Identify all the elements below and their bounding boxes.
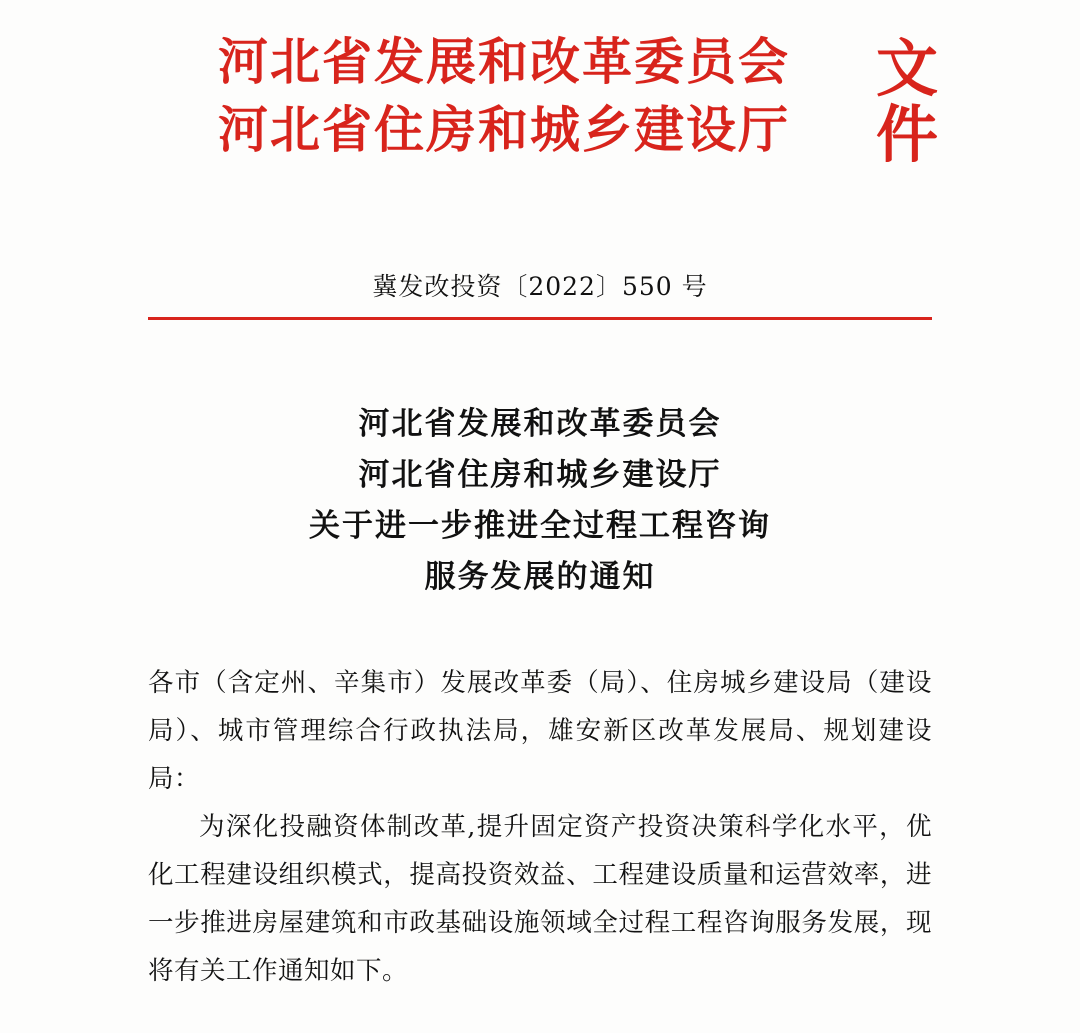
red-divider-rule <box>148 317 932 320</box>
masthead-issuer-lines <box>168 28 840 164</box>
masthead-issuer-line-2: 河北省住房和城乡建设厅 <box>218 100 790 159</box>
title-line-3: 关于进一步推进全过程工程咨询 <box>309 508 771 544</box>
document-number: 冀发改投资〔2022〕550 号 <box>372 272 708 301</box>
document-body <box>0 659 1080 995</box>
document-number-block <box>0 267 1080 339</box>
title-line-4: 服务发展的通知 <box>424 559 656 595</box>
document-title <box>0 399 1080 603</box>
body-paragraph-1: 为深化投融资体制改革,提升固定资产投资决策科学化水平，优化工程建设组织模式，提高投资效益、工程建设质量和运营效率，进一步推进房屋建筑和市政基础设施领域全过程工程咨询服务发展，现将有关工作通知如下。 <box>148 812 932 986</box>
masthead-issuer-line-1: 河北省发展和改革委员会 <box>218 32 790 91</box>
title-line-1: 河北省发展和改革委员会 <box>358 406 722 442</box>
masthead-document-mark: 文件 <box>875 32 938 171</box>
document-masthead <box>0 0 1080 215</box>
body-addressee: 各市（含定州、辛集市）发展改革委（局）、住房城乡建设局（建设局）、城市管理综合行政执法局，雄安新区改革发展局、规划建设局： <box>148 668 932 794</box>
title-line-2: 河北省住房和城乡建设厅 <box>358 457 722 493</box>
